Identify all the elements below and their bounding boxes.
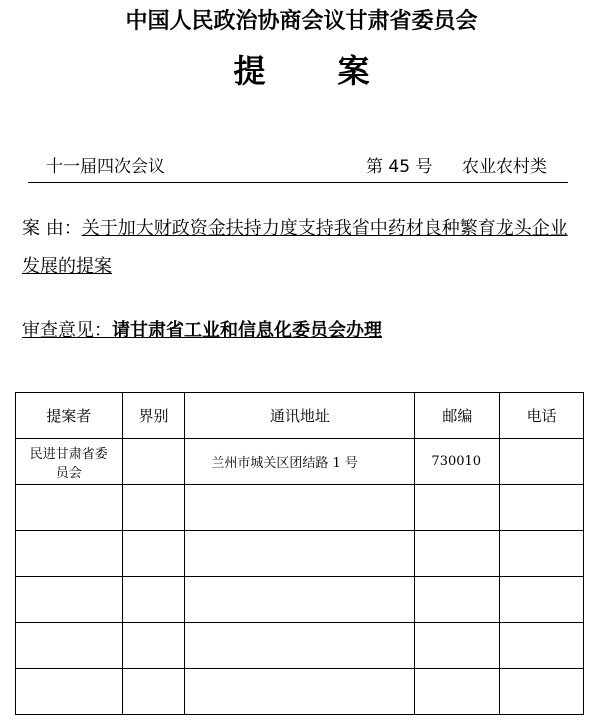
cell-postcode (415, 531, 500, 577)
header-proposer: 提案者 (16, 393, 123, 439)
cell-sector (122, 669, 185, 715)
table-row (16, 623, 584, 669)
table-row (16, 485, 584, 531)
cell-postcode: 730010 (415, 439, 500, 485)
header-address: 通讯地址 (185, 393, 415, 439)
review-value: 请甘肃省工业和信息化委员会办理 (112, 320, 382, 341)
cell-address (185, 485, 415, 531)
header-phone: 电话 (500, 393, 584, 439)
cell-postcode (415, 623, 500, 669)
header-sector: 界别 (122, 393, 185, 439)
cell-proposer (16, 669, 123, 715)
table-row (16, 669, 584, 715)
cell-address (185, 531, 415, 577)
header-postcode: 邮编 (415, 393, 500, 439)
cell-postcode (415, 485, 500, 531)
cell-sector (122, 531, 185, 577)
case-value: 关于加大财政资金扶持力度支持我省中药材良种繁育龙头企业发展的提案 (22, 218, 568, 277)
cell-postcode (415, 577, 500, 623)
table-header-row (16, 393, 584, 439)
cell-address: 兰州市城关区团结路 1 号 (185, 439, 415, 485)
case-label: 案 由： (22, 218, 82, 239)
cell-phone (500, 439, 584, 485)
cell-proposer (16, 531, 123, 577)
cell-proposer (16, 485, 123, 531)
proposers-table (15, 392, 584, 715)
cell-proposer (16, 577, 123, 623)
cell-proposer (16, 623, 123, 669)
case-subject (22, 210, 582, 286)
cell-phone (500, 669, 584, 715)
session-label: 十一届四次会议 (46, 157, 165, 177)
cell-address (185, 623, 415, 669)
cell-sector (122, 623, 185, 669)
cell-phone (500, 531, 584, 577)
cell-postcode (415, 669, 500, 715)
organization-title: 中国人民政治协商会议甘肃省委员会 (125, 9, 478, 34)
proposal-number: 第 45 号 (366, 157, 433, 177)
table-row (16, 439, 584, 485)
cell-phone (500, 485, 584, 531)
table-row (16, 577, 584, 623)
title-char-1: 提 (233, 52, 266, 90)
cell-sector (122, 485, 185, 531)
table-row (16, 531, 584, 577)
cell-sector (122, 577, 185, 623)
cell-phone (500, 577, 584, 623)
document-title (0, 46, 603, 92)
review-opinion (22, 316, 582, 342)
meta-row (28, 150, 568, 183)
proposal-category: 农业农村类 (462, 157, 547, 177)
title-char-2: 案 (337, 52, 370, 90)
cell-address (185, 669, 415, 715)
cell-sector (122, 439, 185, 485)
review-label: 审查意见： (22, 320, 112, 341)
cell-phone (500, 623, 584, 669)
cell-proposer: 民进甘肃省委员会 (16, 439, 123, 485)
cell-address (185, 577, 415, 623)
